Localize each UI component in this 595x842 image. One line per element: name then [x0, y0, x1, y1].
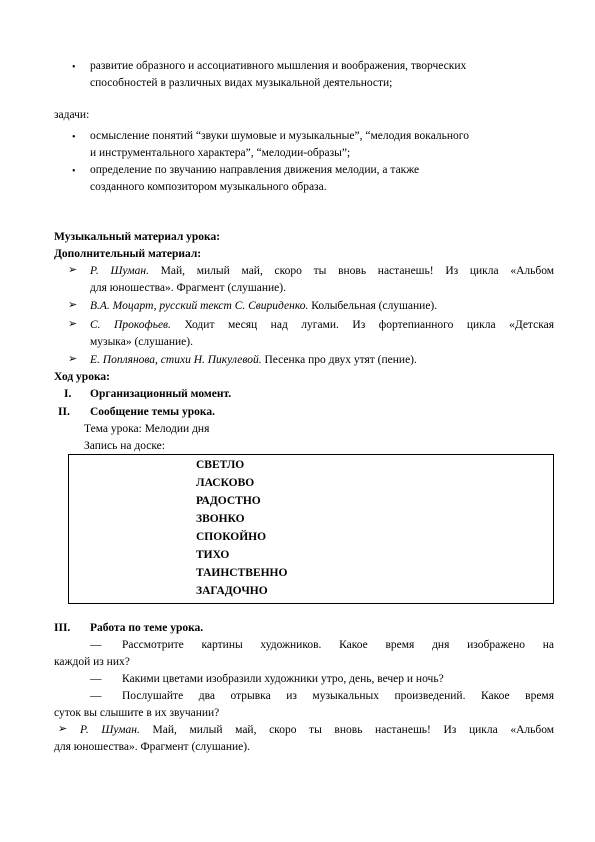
material-text: Колыбельная (слушание).: [311, 300, 438, 312]
arrow-bullet-icon: ➢: [68, 353, 78, 365]
step-number: III.: [54, 622, 71, 634]
dialogue-line: Какими цветами изобразили художники утро, день, вечер и ночь?: [122, 673, 444, 685]
board-word: РАДОСТНО: [196, 495, 261, 507]
board-word: ТАИНСТВЕННО: [196, 567, 288, 579]
task-line: осмысление понятий “звуки шумовые и музыкальные”, “мелодия вокального: [90, 130, 469, 142]
arrow-bullet-icon: ➢: [58, 723, 68, 735]
board-box: [68, 454, 554, 604]
material-item: [90, 317, 554, 334]
dialogue-line: Послушайте два отрывка из музыкальных произведений. Какое время: [122, 690, 554, 702]
material-item: [90, 352, 417, 369]
lesson-heading: Ход урока:: [54, 371, 110, 383]
board-line: Запись на доске:: [84, 440, 165, 452]
board-word: ЗВОНКО: [196, 513, 245, 525]
task-line: определение по звучанию направления движения мелодии, а также: [90, 164, 420, 176]
topic-line: Тема урока: Мелодии дня: [84, 423, 210, 435]
arrow-bullet-icon: ➢: [68, 264, 78, 276]
step-number: I.: [64, 388, 72, 400]
material-text: Май, милый май, скоро ты вновь настанешь! Из цикла «Альбом: [160, 265, 555, 277]
material-text: для юношества». Фрагмент (слушание).: [90, 282, 286, 294]
goal-line: способностей в различных видах музыкальной деятельности;: [90, 77, 393, 89]
material-author: Р. Шуман.: [90, 265, 149, 277]
board-word: ТИХО: [196, 549, 230, 561]
material-text: Ходит месяц над лугами. Из фортепианного цикла «Детская: [184, 319, 555, 331]
board-word: СВЕТЛО: [196, 459, 245, 471]
goal-line: развитие образного и ассоциативного мышления и воображения, творческих: [90, 60, 467, 72]
arrow-bullet-icon: ➢: [68, 318, 78, 330]
board-word: ЗАГАДОЧНО: [196, 585, 268, 597]
tasks-heading: задачи:: [54, 109, 90, 121]
bullet-icon: •: [72, 166, 76, 177]
material-text: Песенка про двух утят (пение).: [264, 354, 417, 366]
task-line: созданного композитором музыкального образа.: [90, 181, 327, 193]
dialogue-line: каждой из них?: [54, 656, 130, 668]
material-text: Май, милый май, скоро ты вновь настанешь! Из цикла «Альбом: [152, 724, 555, 736]
material-author: С. Прокофьев.: [90, 319, 171, 331]
dialogue-dash: —: [90, 690, 102, 702]
material-text: для юношества». Фрагмент (слушание).: [54, 741, 250, 753]
additional-heading: Дополнительный материал:: [54, 248, 202, 260]
dialogue-line: суток вы слышите в их звучании?: [54, 707, 220, 719]
material-item: [80, 722, 554, 739]
material-item: [90, 263, 554, 280]
step-label: Организационный момент.: [90, 388, 232, 400]
bullet-icon: •: [72, 132, 76, 143]
step-number: II.: [58, 406, 70, 418]
arrow-bullet-icon: ➢: [68, 299, 78, 311]
step-label: Работа по теме урока.: [90, 622, 204, 634]
board-word: СПОКОЙНО: [196, 531, 267, 543]
dialogue-line: Рассмотрите картины художников. Какое время дня изображено на: [122, 639, 554, 651]
bullet-icon: •: [72, 62, 76, 73]
material-author: В.А. Моцарт, русский текст С. Свириденко.: [90, 300, 309, 312]
material-author: Р. Шуман.: [80, 724, 140, 736]
material-author: Е. Поплянова, стихи Н. Пикулевой.: [90, 354, 262, 366]
step-label: Сообщение темы урока.: [90, 406, 216, 418]
material-text: музыка» (слушание).: [90, 336, 193, 348]
material-item: [90, 298, 437, 315]
material-heading: Музыкальный материал урока:: [54, 231, 221, 243]
dialogue-dash: —: [90, 673, 102, 685]
board-word: ЛАСКОВО: [196, 477, 255, 489]
task-line: и инструментального характера”, “мелодии-образы”;: [90, 147, 351, 159]
dialogue-dash: —: [90, 639, 102, 651]
